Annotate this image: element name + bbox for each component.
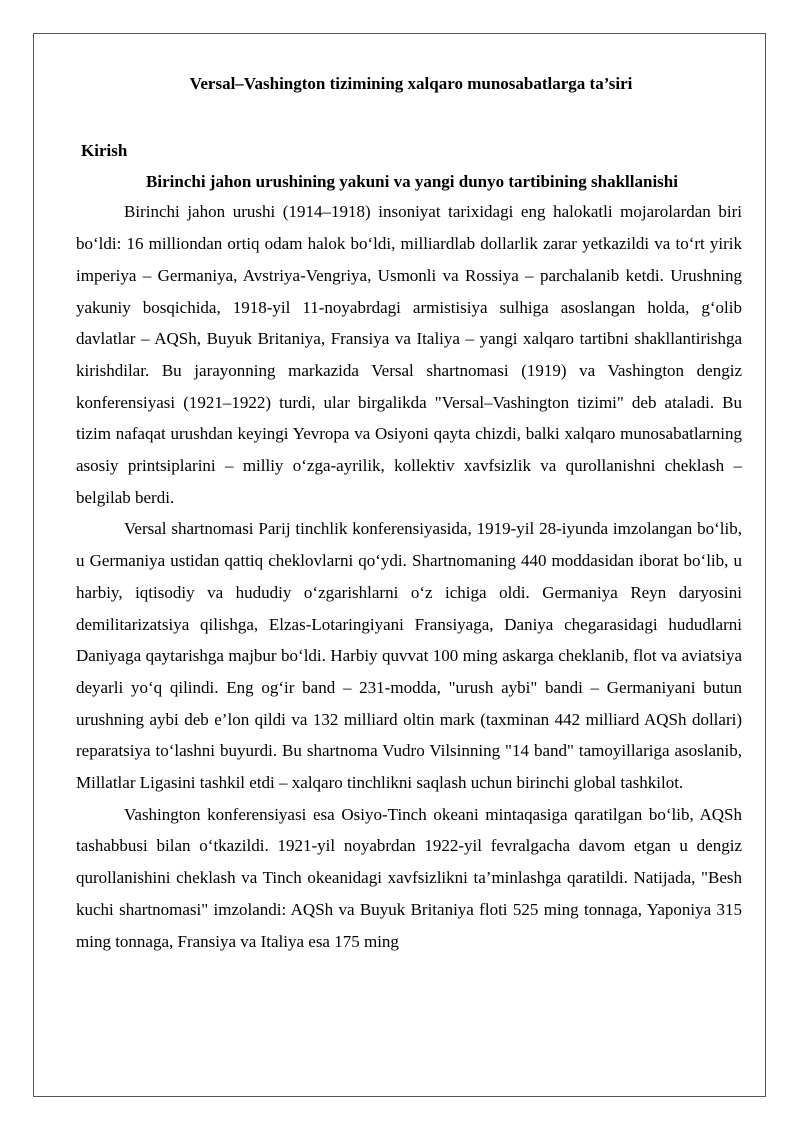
paragraph-2: Versal shartnomasi Parij tinchlik konferensiyasida, 1919-yil 28-iyunda imzolangan bo‘lib, u Germaniya ustidan qattiq cheklovlarni qo‘ydi. Shartnomaning 440 moddasidan iborat bo‘lib, u harbiy, iqtisodiy va hududiy o‘zgarishlarni o‘z ichiga oldi. Germaniya Reyn daryosini demilitarizatsiya qilishga, Elzas-Lotaringiyani Fransiyaga, Daniya chegarasidagi hududlarni Daniyaga qaytarishga majbur bo‘ldi. Harbiy quvvat 100 ming askarga cheklanib, flot va aviatsiya deyarli yo‘q qilindi. Eng og‘ir band – 231-modda, "urush aybi" bandi – Germaniyani butun urushning aybi deb e’lon qildi va 132 milliard oltin mark (taxminan 442 milliard AQSh dollari) reparatsiya to‘lashni buyurdi. Bu shartnoma Vudro Vilsinning "14 band" tamoyillariga asoslanib, Millatlar Ligasini tashkil etdi – xalqaro tinchlikni saqlash uchun birinchi global tashkilot. <box>76 519 742 793</box>
paragraph-1: Birinchi jahon urushi (1914–1918) insoniyat tarixidagi eng halokatli mojarolardan biri bo‘ldi: 16 milliondan ortiq odam halok bo‘ldi, milliardlab dollarlik zarar yetkazildi va to‘rt yirik imperiya – Germaniya, Avstriya-Vengriya, Usmonli va Rossiya – parchalanib ketdi. Urushning yakuniy bosqichida, 1918-yil 11-noyabrdagi armistisiya sulhiga asoslangan holda, g‘olib davlatlar – AQSh, Buyuk Britaniya, Fransiya va Italiya – yangi xalqaro tartibni shakllantirishga kirishdilar. Bu jarayonning markazida Versal shartnomasi (1919) va Vashington dengiz konferensiyasi (1921–1922) turdi, ular birgalikda "Versal–Vashington tizimi" deb ataladi. Bu tizim nafaqat urushdan keyingi Yevropa va Osiyoni qayta chizdi, balki xalqaro munosabatlarning asosiy printsiplarini – milliy o‘zga-ayrilik, kollektiv xavfsizlik va qurollanishni cheklash – belgilab berdi. <box>76 202 742 507</box>
document-body <box>76 72 742 957</box>
paragraph-3: Vashington konferensiyasi esa Osiyo-Tinch okeani mintaqasiga qaratilgan bo‘lib, AQSh tashabbusi bilan o‘tkazildi. 1921-yil noyabrdan 1922-yil fevralgacha davom etgan u dengiz qurollanishini cheklash va Tinch okeanidagi xavfsizlikni ta’minlashga qaratildi. Natijada, "Besh kuchi shartnomasi" imzolandi: AQSh va Buyuk Britaniya floti 525 ming tonnaga, Yaponiya 315 ming tonnaga, Fransiya va Italiya esa 175 ming <box>76 804 742 951</box>
document-title: Versal–Vashington tizimining xalqaro munosabatlarga ta’siri <box>189 74 633 93</box>
section-subheading: Birinchi jahon urushining yakuni va yangi dunyo tartibining shakllanishi <box>146 171 678 191</box>
section-heading-introduction: Kirish <box>81 140 128 160</box>
